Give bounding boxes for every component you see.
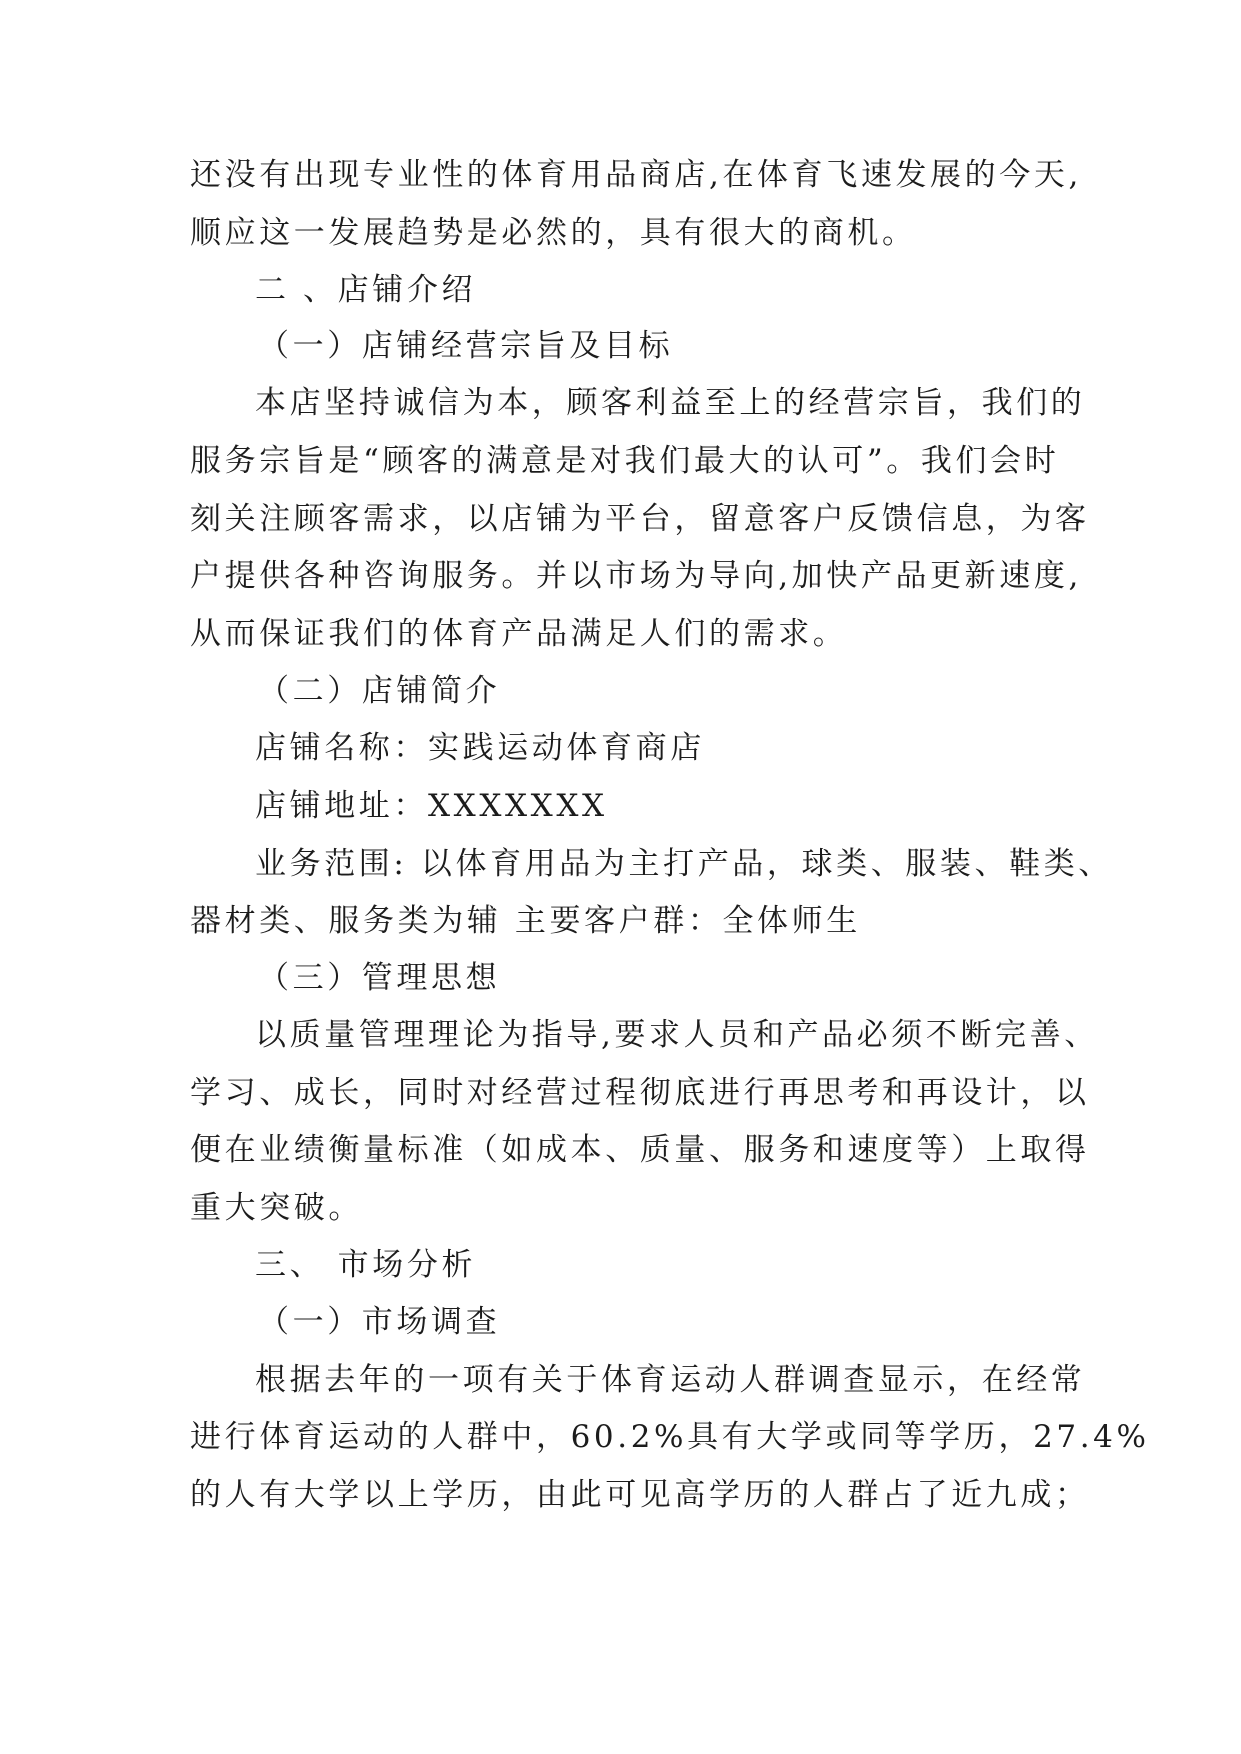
section-heading: 三、 市场分析 [255,1247,477,1283]
body-text-line: 店铺名称：实践运动体育商店 [255,730,705,766]
body-text-line: 户提供各种咨询服务。并以市场为导向,加快产品更新速度, [190,558,1082,594]
body-text-line: 业务范围: 以体育用品为主打产品，球类、服装、鞋类、 [255,846,1113,882]
body-text-line: 本店坚持诚信为本，顾客利益至上的经营宗旨，我们的 [255,385,1086,421]
body-text-line: 顺应这一发展趋势是必然的，具有很大的商机。 [190,215,917,251]
body-text-line: 以质量管理理论为指导,要求人员和产品必须不断完善、 [255,1017,1099,1053]
body-text-line: 店铺地址：XXXXXXX [255,788,608,824]
body-text-line: 重大突破。 [190,1190,363,1226]
body-text-line: 刻关注顾客需求，以店铺为平台，留意客户反馈信息，为客 [190,501,1090,537]
body-text-line: 还没有出现专业性的体育用品商店,在体育飞速发展的今天, [190,157,1082,193]
subsection-heading: （一）店铺经营宗旨及目标 [258,328,674,364]
body-text-line: 服务宗旨是“顾客的满意是对我们最大的认可”。我们会时 [190,443,1060,479]
body-text-line: 根据去年的一项有关于体育运动人群调查显示，在经常 [255,1362,1086,1398]
subsection-heading: （三）管理思想 [258,960,501,996]
subsection-heading: （一）市场调查 [258,1304,501,1340]
body-text-line: 便在业绩衡量标准（如成本、质量、服务和速度等）上取得 [190,1132,1090,1168]
section-heading: 二 、店铺介绍 [255,272,477,308]
body-text-line: 学习、成长，同时对经营过程彻底进行再思考和再设计，以 [190,1075,1090,1111]
body-text-line: 器材类、服务类为辅 主要客户群：全体师生 [190,903,861,939]
subsection-heading: （二）店铺简介 [258,673,501,709]
body-text-line: 的人有大学以上学历，由此可见高学历的人群占了近九成； [190,1477,1090,1513]
body-text-line: 进行体育运动的人群中，60.2%具有大学或同等学历，27.4% [190,1419,1150,1455]
body-text-line: 从而保证我们的体育产品满足人们的需求。 [190,616,848,652]
